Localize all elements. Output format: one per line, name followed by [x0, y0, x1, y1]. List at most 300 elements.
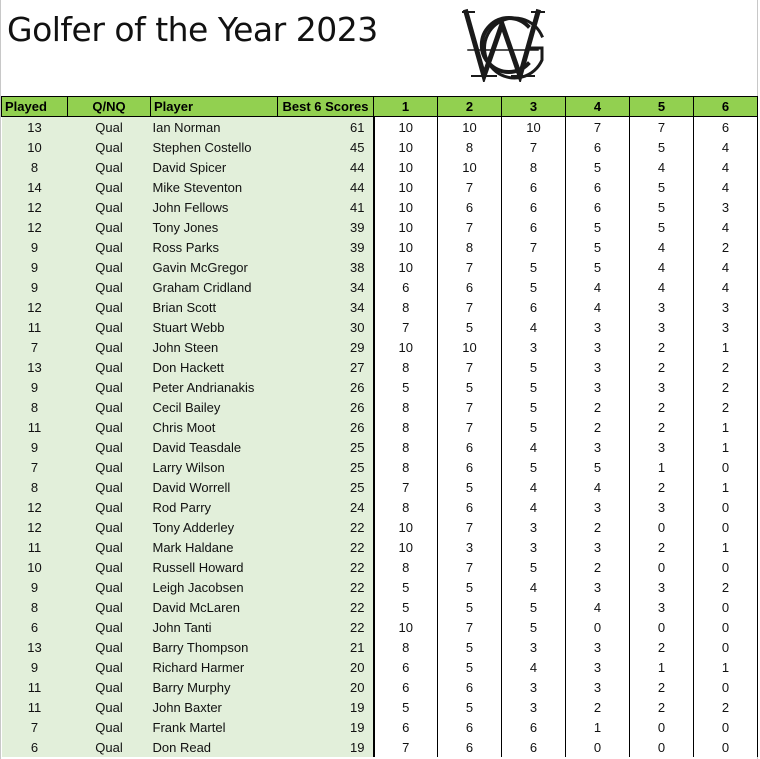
cell-player: John Fellows: [151, 197, 278, 217]
cell-round-2: 6: [438, 677, 502, 697]
cell-round-3: 5: [502, 277, 566, 297]
cell-round-2: 8: [438, 237, 502, 257]
cell-player: John Tanti: [151, 617, 278, 637]
table-row: [2, 657, 758, 677]
cell-best-6-scores: 24: [278, 497, 374, 517]
cell-round-1: 6: [374, 657, 438, 677]
cell-round-4: 3: [566, 537, 630, 557]
header-round-2: 2: [438, 97, 502, 117]
cell-round-2: 7: [438, 617, 502, 637]
cell-round-4: 3: [566, 637, 630, 657]
cell-best-6-scores: 22: [278, 577, 374, 597]
cell-best-6-scores: 20: [278, 677, 374, 697]
cell-qualification: Qual: [68, 517, 151, 537]
cell-round-1: 8: [374, 357, 438, 377]
cell-round-3: 4: [502, 657, 566, 677]
table-row: [2, 277, 758, 297]
table-row: [2, 477, 758, 497]
cell-round-2: 6: [438, 737, 502, 757]
cell-played: 9: [2, 377, 68, 397]
table-row: [2, 517, 758, 537]
cell-player: Rod Parry: [151, 497, 278, 517]
cell-round-5: 2: [630, 397, 694, 417]
cell-player: David McLaren: [151, 597, 278, 617]
cell-round-1: 8: [374, 397, 438, 417]
cell-round-3: 5: [502, 377, 566, 397]
cell-player: John Steen: [151, 337, 278, 357]
cell-round-3: 5: [502, 597, 566, 617]
cell-round-4: 2: [566, 517, 630, 537]
cell-round-6: 0: [694, 617, 758, 637]
cell-round-5: 0: [630, 717, 694, 737]
cell-round-6: 2: [694, 237, 758, 257]
cell-round-1: 5: [374, 597, 438, 617]
cell-qualification: Qual: [68, 357, 151, 377]
cell-round-6: 1: [694, 657, 758, 677]
cell-best-6-scores: 44: [278, 157, 374, 177]
cell-best-6-scores: 26: [278, 397, 374, 417]
cell-round-3: 6: [502, 177, 566, 197]
table-row: [2, 157, 758, 177]
cell-round-3: 3: [502, 637, 566, 657]
cell-round-1: 8: [374, 457, 438, 477]
cell-round-2: 6: [438, 497, 502, 517]
cell-round-5: 2: [630, 677, 694, 697]
cell-round-2: 5: [438, 477, 502, 497]
cell-round-1: 8: [374, 417, 438, 437]
cell-round-1: 7: [374, 477, 438, 497]
cell-round-5: 5: [630, 197, 694, 217]
cell-player: Mark Haldane: [151, 537, 278, 557]
cell-round-5: 3: [630, 377, 694, 397]
cell-player: Graham Cridland: [151, 277, 278, 297]
table-row: [2, 117, 758, 138]
cell-best-6-scores: 25: [278, 437, 374, 457]
cell-round-3: 5: [502, 397, 566, 417]
cell-qualification: Qual: [68, 537, 151, 557]
cell-best-6-scores: 61: [278, 117, 374, 138]
cell-played: 8: [2, 397, 68, 417]
cell-round-1: 5: [374, 697, 438, 717]
table-row: [2, 317, 758, 337]
cell-round-1: 8: [374, 557, 438, 577]
cell-played: 11: [2, 317, 68, 337]
cell-round-2: 7: [438, 257, 502, 277]
cell-round-4: 0: [566, 737, 630, 757]
cell-round-2: 5: [438, 317, 502, 337]
cell-qualification: Qual: [68, 657, 151, 677]
cell-played: 12: [2, 297, 68, 317]
cell-round-2: 10: [438, 337, 502, 357]
cell-round-2: 7: [438, 397, 502, 417]
cell-round-6: 0: [694, 557, 758, 577]
cell-round-6: 2: [694, 357, 758, 377]
cell-played: 14: [2, 177, 68, 197]
cell-round-5: 0: [630, 517, 694, 537]
table-row: [2, 217, 758, 237]
cell-best-6-scores: 19: [278, 737, 374, 757]
cell-round-3: 5: [502, 557, 566, 577]
cell-round-4: 3: [566, 657, 630, 677]
cell-round-1: 7: [374, 317, 438, 337]
cell-round-4: 4: [566, 297, 630, 317]
cell-round-6: 3: [694, 297, 758, 317]
cell-best-6-scores: 22: [278, 597, 374, 617]
table-row: [2, 357, 758, 377]
cell-played: 8: [2, 597, 68, 617]
cell-played: 12: [2, 217, 68, 237]
header-qualification: Q/NQ: [68, 97, 151, 117]
table-row: [2, 737, 758, 757]
cell-player: Tony Jones: [151, 217, 278, 237]
table-row: [2, 197, 758, 217]
cell-player: Stuart Webb: [151, 317, 278, 337]
cell-round-3: 6: [502, 717, 566, 737]
cell-best-6-scores: 19: [278, 697, 374, 717]
cell-played: 7: [2, 457, 68, 477]
cell-qualification: Qual: [68, 337, 151, 357]
cell-round-4: 3: [566, 577, 630, 597]
cell-round-4: 3: [566, 497, 630, 517]
cell-round-1: 10: [374, 617, 438, 637]
cell-qualification: Qual: [68, 717, 151, 737]
cell-played: 11: [2, 537, 68, 557]
cell-played: 6: [2, 617, 68, 637]
cell-round-6: 3: [694, 197, 758, 217]
cell-round-4: 5: [566, 457, 630, 477]
cell-qualification: Qual: [68, 397, 151, 417]
cell-qualification: Qual: [68, 137, 151, 157]
cell-round-4: 5: [566, 217, 630, 237]
cell-round-1: 8: [374, 637, 438, 657]
cell-player: Gavin McGregor: [151, 257, 278, 277]
cell-player: Frank Martel: [151, 717, 278, 737]
cell-played: 7: [2, 337, 68, 357]
cell-player: Barry Thompson: [151, 637, 278, 657]
cell-round-6: 4: [694, 177, 758, 197]
cell-round-3: 7: [502, 137, 566, 157]
table-row: [2, 457, 758, 477]
cell-round-3: 3: [502, 697, 566, 717]
cell-player: Don Hackett: [151, 357, 278, 377]
cell-best-6-scores: 22: [278, 537, 374, 557]
cell-qualification: Qual: [68, 437, 151, 457]
cell-played: 12: [2, 197, 68, 217]
cell-round-2: 7: [438, 417, 502, 437]
cell-qualification: Qual: [68, 237, 151, 257]
header-player: Player: [151, 97, 278, 117]
cell-round-5: 2: [630, 477, 694, 497]
cell-round-1: 6: [374, 717, 438, 737]
cell-round-4: 5: [566, 237, 630, 257]
cell-round-5: 2: [630, 337, 694, 357]
cell-round-4: 6: [566, 197, 630, 217]
cell-best-6-scores: 22: [278, 517, 374, 537]
cell-round-3: 5: [502, 417, 566, 437]
cell-player: Cecil Bailey: [151, 397, 278, 417]
cell-qualification: Qual: [68, 637, 151, 657]
cell-round-1: 10: [374, 257, 438, 277]
cell-played: 9: [2, 257, 68, 277]
table-row: [2, 637, 758, 657]
cell-round-5: 0: [630, 737, 694, 757]
cell-round-1: 5: [374, 577, 438, 597]
cell-round-3: 4: [502, 317, 566, 337]
table-row: [2, 537, 758, 557]
cell-best-6-scores: 41: [278, 197, 374, 217]
cell-qualification: Qual: [68, 197, 151, 217]
cell-round-2: 5: [438, 637, 502, 657]
cell-round-5: 4: [630, 237, 694, 257]
cell-round-2: 5: [438, 657, 502, 677]
cell-qualification: Qual: [68, 697, 151, 717]
cell-round-6: 0: [694, 677, 758, 697]
cell-round-5: 2: [630, 697, 694, 717]
cell-played: 12: [2, 517, 68, 537]
cell-player: Brian Scott: [151, 297, 278, 317]
table-row: [2, 137, 758, 157]
table-row: [2, 677, 758, 697]
cell-played: 9: [2, 437, 68, 457]
cell-round-5: 3: [630, 497, 694, 517]
cell-round-1: 6: [374, 277, 438, 297]
cell-round-6: 1: [694, 417, 758, 437]
header-round-1: 1: [374, 97, 438, 117]
cell-round-5: 7: [630, 117, 694, 138]
cell-round-4: 2: [566, 697, 630, 717]
cell-qualification: Qual: [68, 597, 151, 617]
cell-played: 7: [2, 717, 68, 737]
cell-played: 13: [2, 357, 68, 377]
cell-round-5: 4: [630, 277, 694, 297]
cell-round-3: 5: [502, 617, 566, 637]
cell-round-4: 4: [566, 277, 630, 297]
cell-player: David Teasdale: [151, 437, 278, 457]
cell-round-1: 8: [374, 437, 438, 457]
header-round-3: 3: [502, 97, 566, 117]
cell-player: Don Read: [151, 737, 278, 757]
cell-round-3: 10: [502, 117, 566, 138]
cell-round-5: 4: [630, 157, 694, 177]
cell-round-6: 4: [694, 137, 758, 157]
cell-player: Ian Norman: [151, 117, 278, 138]
table-row: [2, 437, 758, 457]
cell-round-5: 3: [630, 297, 694, 317]
cell-round-2: 7: [438, 357, 502, 377]
cell-round-4: 3: [566, 437, 630, 457]
cell-round-2: 5: [438, 597, 502, 617]
cell-qualification: Qual: [68, 417, 151, 437]
table-row: [2, 597, 758, 617]
cell-best-6-scores: 39: [278, 217, 374, 237]
cell-round-1: 10: [374, 217, 438, 237]
header-round-4: 4: [566, 97, 630, 117]
cell-player: Chris Moot: [151, 417, 278, 437]
cell-round-6: 4: [694, 257, 758, 277]
cell-round-5: 5: [630, 217, 694, 237]
cell-best-6-scores: 29: [278, 337, 374, 357]
cell-qualification: Qual: [68, 377, 151, 397]
table-row: [2, 177, 758, 197]
cell-round-1: 8: [374, 297, 438, 317]
cell-round-2: 3: [438, 537, 502, 557]
cell-played: 11: [2, 417, 68, 437]
cell-round-6: 1: [694, 477, 758, 497]
cell-round-4: 4: [566, 477, 630, 497]
cell-best-6-scores: 26: [278, 417, 374, 437]
cell-round-1: 7: [374, 737, 438, 757]
cell-round-1: 10: [374, 517, 438, 537]
cell-round-1: 10: [374, 157, 438, 177]
cell-round-2: 6: [438, 437, 502, 457]
cell-played: 9: [2, 577, 68, 597]
header-round-5: 5: [630, 97, 694, 117]
cell-best-6-scores: 19: [278, 717, 374, 737]
cell-round-3: 3: [502, 337, 566, 357]
cell-best-6-scores: 22: [278, 557, 374, 577]
cell-round-6: 2: [694, 377, 758, 397]
cell-round-2: 5: [438, 577, 502, 597]
cell-round-4: 3: [566, 337, 630, 357]
cell-best-6-scores: 22: [278, 617, 374, 637]
cell-round-6: 0: [694, 717, 758, 737]
cell-round-4: 0: [566, 617, 630, 637]
cell-round-4: 2: [566, 417, 630, 437]
cell-played: 11: [2, 697, 68, 717]
cell-best-6-scores: 20: [278, 657, 374, 677]
cell-round-6: 4: [694, 157, 758, 177]
cell-round-3: 3: [502, 517, 566, 537]
cell-round-1: 5: [374, 377, 438, 397]
cell-round-4: 3: [566, 677, 630, 697]
cell-round-6: 2: [694, 397, 758, 417]
cell-best-6-scores: 26: [278, 377, 374, 397]
cell-played: 13: [2, 117, 68, 138]
cell-round-2: 7: [438, 297, 502, 317]
table-row: [2, 417, 758, 437]
cell-round-3: 5: [502, 357, 566, 377]
cell-played: 6: [2, 737, 68, 757]
cell-player: Peter Andrianakis: [151, 377, 278, 397]
cell-round-6: 0: [694, 497, 758, 517]
cell-round-5: 1: [630, 657, 694, 677]
cell-player: Richard Harmer: [151, 657, 278, 677]
cell-round-2: 7: [438, 177, 502, 197]
cell-qualification: Qual: [68, 297, 151, 317]
cell-round-5: 0: [630, 617, 694, 637]
cell-round-6: 0: [694, 597, 758, 617]
header-best-6-scores: Best 6 Scores: [278, 97, 374, 117]
cell-played: 10: [2, 137, 68, 157]
cell-round-6: 1: [694, 537, 758, 557]
cell-round-4: 3: [566, 357, 630, 377]
cell-player: David Worrell: [151, 477, 278, 497]
cell-round-5: 2: [630, 357, 694, 377]
cell-round-4: 6: [566, 177, 630, 197]
cell-round-1: 10: [374, 237, 438, 257]
cell-round-4: 1: [566, 717, 630, 737]
table-row: [2, 337, 758, 357]
cell-round-2: 5: [438, 697, 502, 717]
page-title: Golfer of the Year 2023: [7, 10, 378, 49]
cell-best-6-scores: 25: [278, 477, 374, 497]
cell-round-3: 8: [502, 157, 566, 177]
cell-played: 13: [2, 637, 68, 657]
cell-round-3: 4: [502, 477, 566, 497]
table-row: [2, 697, 758, 717]
cell-round-1: 10: [374, 337, 438, 357]
cell-round-5: 5: [630, 137, 694, 157]
cell-round-5: 5: [630, 177, 694, 197]
cell-round-2: 10: [438, 157, 502, 177]
cell-round-2: 8: [438, 137, 502, 157]
cell-best-6-scores: 45: [278, 137, 374, 157]
cell-round-6: 3: [694, 317, 758, 337]
cell-round-3: 6: [502, 297, 566, 317]
cell-round-2: 10: [438, 117, 502, 138]
cell-played: 8: [2, 157, 68, 177]
cell-round-6: 6: [694, 117, 758, 138]
cell-round-6: 0: [694, 457, 758, 477]
cell-best-6-scores: 34: [278, 277, 374, 297]
cell-round-5: 4: [630, 257, 694, 277]
cell-played: 10: [2, 557, 68, 577]
cell-round-4: 2: [566, 557, 630, 577]
cell-round-3: 6: [502, 217, 566, 237]
cell-round-5: 0: [630, 557, 694, 577]
table-row: [2, 717, 758, 737]
cell-round-3: 7: [502, 237, 566, 257]
cell-best-6-scores: 38: [278, 257, 374, 277]
cell-qualification: Qual: [68, 157, 151, 177]
cell-player: Barry Murphy: [151, 677, 278, 697]
cell-round-2: 6: [438, 197, 502, 217]
cell-player: Tony Adderley: [151, 517, 278, 537]
cell-player: John Baxter: [151, 697, 278, 717]
cell-round-5: 2: [630, 417, 694, 437]
cell-round-3: 5: [502, 257, 566, 277]
cell-player: Russell Howard: [151, 557, 278, 577]
cell-played: 8: [2, 477, 68, 497]
cell-round-1: 10: [374, 117, 438, 138]
cell-player: Ross Parks: [151, 237, 278, 257]
cell-round-1: 10: [374, 537, 438, 557]
cell-round-6: 0: [694, 737, 758, 757]
cell-qualification: Qual: [68, 177, 151, 197]
cell-round-3: 3: [502, 677, 566, 697]
cell-round-6: 0: [694, 637, 758, 657]
table-row: [2, 377, 758, 397]
cell-round-2: 6: [438, 277, 502, 297]
cell-round-6: 4: [694, 277, 758, 297]
cell-round-6: 2: [694, 697, 758, 717]
cell-round-4: 3: [566, 317, 630, 337]
cell-best-6-scores: 39: [278, 237, 374, 257]
cell-round-4: 2: [566, 397, 630, 417]
cell-round-2: 7: [438, 217, 502, 237]
cell-best-6-scores: 34: [278, 297, 374, 317]
cell-player: David Spicer: [151, 157, 278, 177]
table-row: [2, 497, 758, 517]
cell-qualification: Qual: [68, 457, 151, 477]
cell-round-3: 4: [502, 497, 566, 517]
cell-qualification: Qual: [68, 317, 151, 337]
cell-round-6: 0: [694, 517, 758, 537]
cell-round-6: 1: [694, 337, 758, 357]
table-row: [2, 617, 758, 637]
cell-round-6: 1: [694, 437, 758, 457]
table-row: [2, 557, 758, 577]
